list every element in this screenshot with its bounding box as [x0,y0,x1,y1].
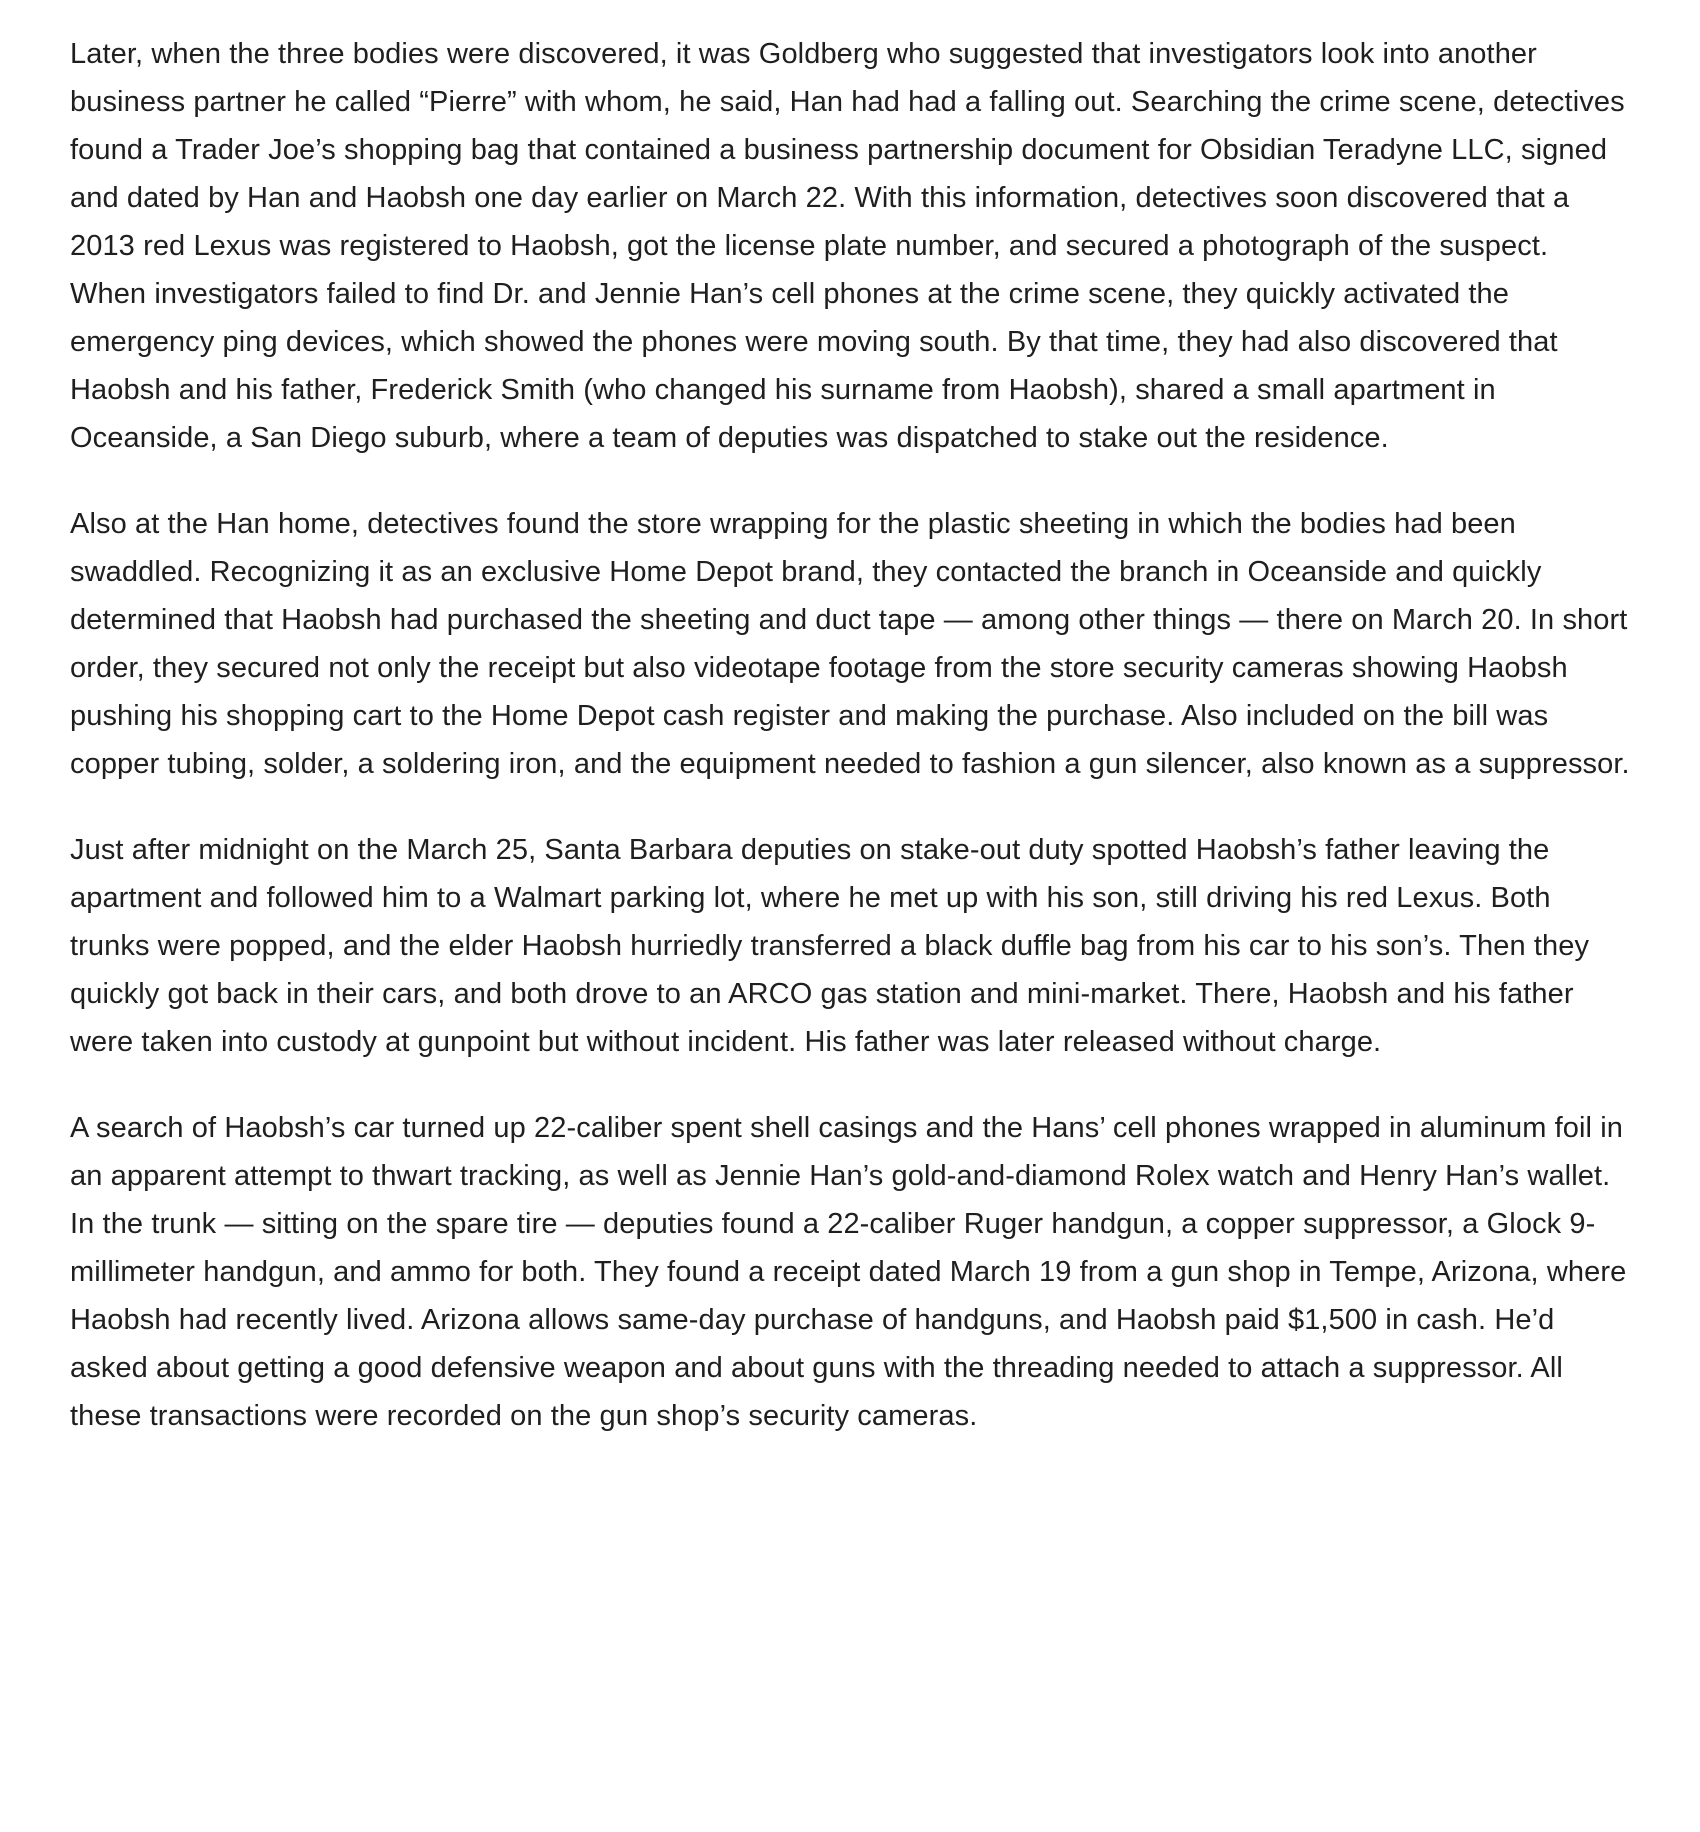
article-paragraph: A search of Haobsh’s car turned up 22-caliber spent shell casings and the Hans’ cell phones wrapped in aluminum foil in an apparent attempt to thwart tracking, as well as Jennie Han’s gold-and-diamond Rolex watch and Henry Han’s wallet. In the trunk — sitting on the spare tire — deputies found a 22-caliber Ruger handgun, a copper suppressor, a Glock 9-millimeter handgun, and ammo for both. They found a receipt dated March 19 from a gun shop in Tempe, Arizona, where Haobsh had recently lived. Arizona allows same-day purchase of handguns, and Haobsh paid $1,500 in cash. He’d asked about getting a good defensive weapon and about guns with the threading needed to attach a suppressor. All these transactions were recorded on the gun shop’s security cameras. [70,1112,1627,1432]
article-paragraph: Also at the Han home, detectives found the store wrapping for the plastic sheeting in which the bodies had been swaddled. Recognizing it as an exclusive Home Depot brand, they contacted the branch in Oceanside and quickly determined that Haobsh had purchased the sheeting and duct tape — among other things — there on March 20. In short order, they secured not only the receipt but also videotape footage from the store security cameras showing Haobsh pushing his shopping cart to the Home Depot cash register and making the purchase. Also included on the bill was copper tubing, solder, a soldering iron, and the equipment needed to fashion a gun silencer, also known as a suppressor. [70,508,1630,780]
article-paragraph: Later, when the three bodies were discovered, it was Goldberg who suggested that investigators look into another business partner he called “Pierre” with whom, he said, Han had had a falling out. Searching the crime scene, detectives found a Trader Joe’s shopping bag that contained a business partnership document for Obsidian Teradyne LLC, signed and dated by Han and Haobsh one day earlier on March 22. With this information, detectives soon discovered that a 2013 red Lexus was registered to Haobsh, got the license plate number, and secured a photograph of the suspect. When investigators failed to find Dr. and Jennie Han’s cell phones at the crime scene, they quickly activated the emergency ping devices, which showed the phones were moving south. By that time, they had also discovered that Haobsh and his father, Frederick Smith (who changed his surname from Haobsh), shared a small apartment in Oceanside, a San Diego suburb, where a team of deputies was dispatched to stake out the residence. [70,38,1625,454]
article-paragraph: Just after midnight on the March 25, Santa Barbara deputies on stake-out duty spotted Haobsh’s father leaving the apartment and followed him to a Walmart parking lot, where he met up with his son, still driving his red Lexus. Both trunks were popped, and the elder Haobsh hurriedly transferred a black duffle bag from his car to his son’s. Then they quickly got back in their cars, and both drove to an ARCO gas station and mini-market. There, Haobsh and his father were taken into custody at gunpoint but without incident. His father was later released without charge. [70,834,1590,1058]
